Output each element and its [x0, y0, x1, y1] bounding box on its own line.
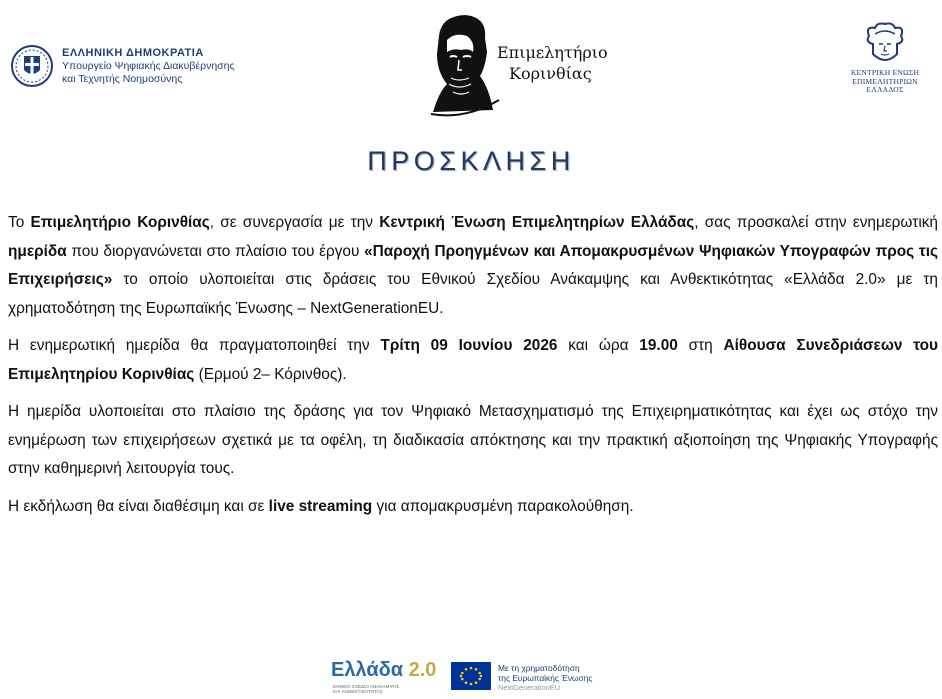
bold-segment: Κεντρική Ένωση Επιμελητηρίων Ελλάδας	[379, 214, 695, 231]
text-segment: στη	[677, 337, 724, 354]
ministry-logo	[10, 44, 235, 88]
eu-line2: της Ευρωπαϊκής Ένωσης	[498, 673, 593, 683]
event-time: 19.00	[639, 337, 678, 354]
chamber-logo	[425, 12, 625, 122]
ellada-subtitle-line1: ΕΘΝΙΚΟ ΣΧΕΔΙΟ ΑΝΑΚΑΜΨΗΣ	[333, 684, 400, 689]
page-header	[0, 0, 942, 130]
eu-funding-text	[498, 663, 592, 693]
ministry-title: ΕΛΛΗΝΙΚΗ ΔΗΜΟΚΡΑΤΙΑ	[62, 46, 204, 59]
ellada-subtitle-line2: ΚΑΙ ΑΝΘΕΚΤΙΚΟΤΗΤΑΣ	[333, 689, 383, 694]
ellada-2-0-logo	[331, 659, 436, 682]
paragraph-purpose	[8, 398, 938, 484]
hermes-head-icon	[861, 20, 909, 64]
eu-line3: NextGenerationEU	[498, 683, 561, 692]
text-segment: , σας προσκαλεί στην ενημερωτική	[694, 214, 938, 231]
event-date: Τρίτη 09 Ιουνίου 2026	[380, 337, 558, 354]
chamber-name-line2: Κορινθίας	[509, 64, 592, 83]
eu-flag-icon	[451, 662, 491, 690]
ellada-version: 2.0	[408, 659, 437, 681]
bold-segment: live streaming	[268, 497, 373, 515]
text-segment: Η ημερίδα υλοποιείται στο πλαίσιο της δράσης για τον Ψηφιακό Μετασχηματισμό της Επιχειρηματικότητας και έχει ως στόχο την ενημέρωση των επιχειρήσεων σχετικά με τα οφέλη, τη διαδικασία απόκτησης και την πρακτική αξιοποίηση της Ψηφιακής Υπογραφής στην καθημερινή λειτουργία τους.	[8, 403, 938, 477]
bold-segment: «Παροχή Προηγμένων και Απομακρυσμένων Ψηφιακών Υπογραφών προς τις Επιχειρήσεις»	[8, 242, 938, 288]
ministry-subtitle-line2: και Τεχνητής Νοημοσύνης	[62, 72, 183, 85]
ellada-brand: Ελλάδα	[331, 659, 404, 681]
eu-line1: Με τη χρηματοδότηση	[498, 663, 580, 673]
text-segment: που διοργανώνεται στο πλαίσιο του έργου	[66, 242, 365, 260]
paragraph-project	[8, 209, 938, 323]
keee-name-line2: ΕΠΙΜΕΛΗΤΗΡΙΩΝ	[852, 76, 918, 86]
page-title: ΠΡΟΣΚΛΗΣΗ	[367, 146, 575, 176]
philosopher-head-icon	[425, 12, 500, 117]
event-venue: Αίθουσα Συνεδριάσεων του Επιμελητηρίου Κορινθίας	[8, 337, 939, 383]
keee-name-line3: ΕΛΛΑΔΟΣ	[866, 85, 904, 94]
text-segment: Η εκδήλωση θα είναι διαθέσιμη και σε	[8, 497, 269, 515]
chamber-name-line1: Επιμελητήριο	[497, 43, 608, 62]
text-segment: και ώρα	[557, 337, 640, 354]
bold-segment: Επιμελητήριο Κορινθίας	[30, 214, 210, 231]
greek-emblem-icon	[10, 44, 54, 88]
ministry-subtitle-line1: Υπουργείο Ψηφιακής Διακυβέρνησης	[62, 59, 235, 72]
bold-segment: ημερίδα	[8, 242, 67, 260]
text-segment: , σε συνεργασία με την	[209, 214, 380, 231]
keee-name-line1: ΚΕΝΤΡΙΚΗ ΕΝΩΣΗ	[850, 68, 920, 77]
paragraph-date-venue	[8, 332, 938, 389]
text-segment: το οποίο υλοποιείται στις δράσεις του Εθνικού Σχεδίου Ανάκαμψης και Ανθεκτικότητας «Ελλάδα 2.0» με τη χρηματοδότηση της Ευρωπαϊκής Ένωσης – NextGenerationEU.	[8, 271, 938, 317]
keee-logo	[843, 20, 927, 95]
ellada-subtitle	[333, 684, 399, 694]
funding-footer	[331, 655, 631, 695]
text-segment: Η ενημερωτική ημερίδα θα πραγματοποιηθεί την	[8, 337, 381, 354]
invitation-body	[8, 209, 938, 530]
paragraph-streaming	[8, 493, 938, 522]
text-segment: Το	[8, 214, 31, 231]
text-segment: (Ερμού 2– Κόρινθος).	[194, 365, 347, 383]
text-segment: για απομακρυσμένη παρακολούθηση.	[372, 497, 634, 515]
